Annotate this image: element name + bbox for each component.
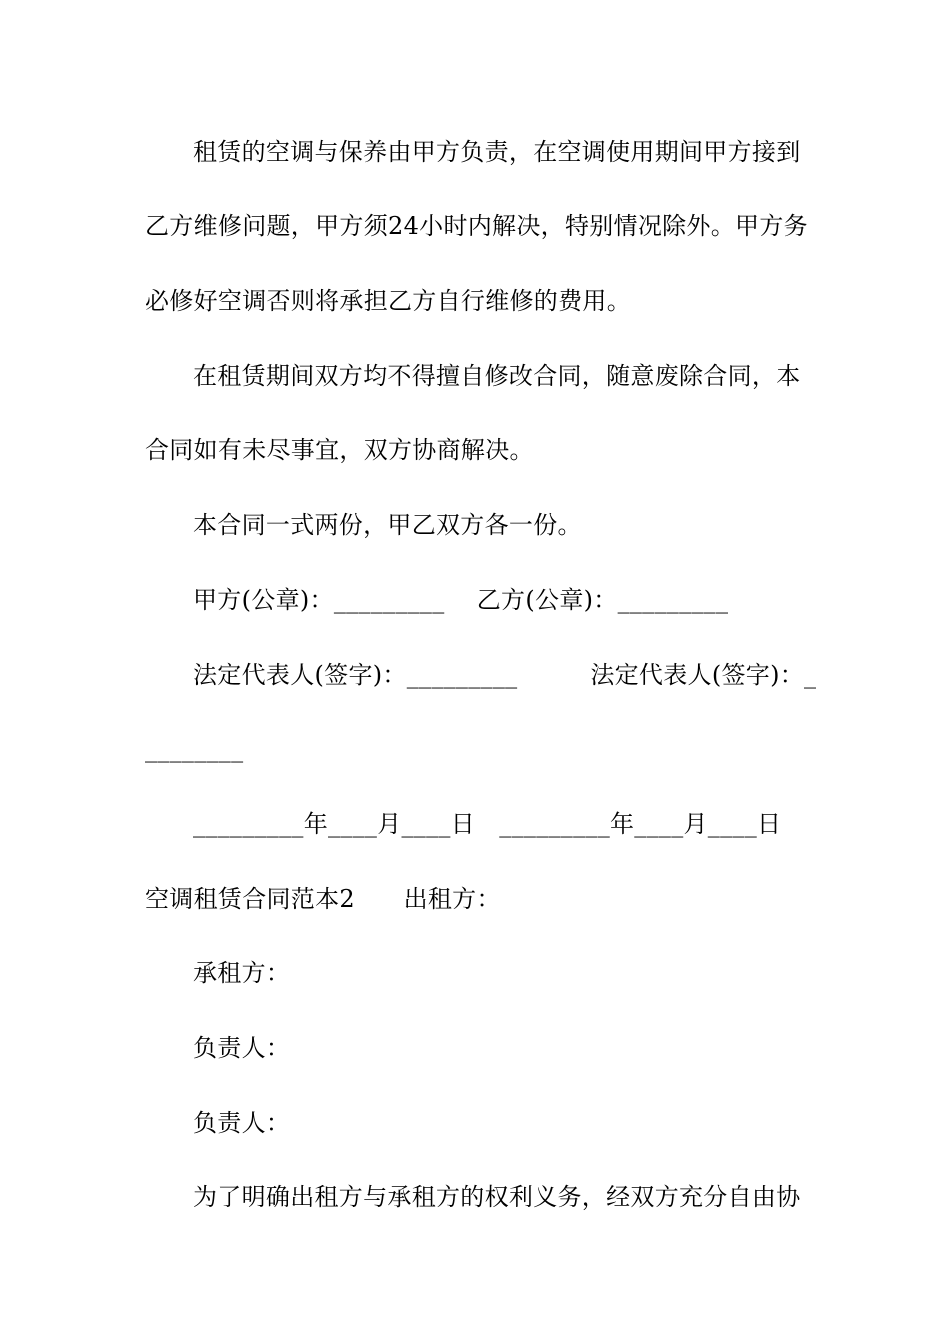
date-line: _________年____月____日 _________年____月____日: [193, 810, 782, 838]
responsible-person-field: 负责人：: [193, 1109, 291, 1137]
signature-blank-continuation: ________: [145, 735, 244, 763]
signature-line-representative: 法定代表人(签字)：_________ 法定代表人(签字)：_: [193, 661, 817, 689]
lessee-field: 承租方：: [193, 959, 291, 987]
paragraph-line: 在租赁期间双方均不得擅自修改合同，随意废除合同，本: [193, 362, 801, 390]
paragraph-line: 合同如有未尽事宜，双方协商解决。: [145, 436, 534, 464]
signature-line-seal: 甲方(公章)：_________ 乙方(公章)：_________: [193, 586, 729, 614]
responsible-person-field: 负责人：: [193, 1034, 291, 1062]
paragraph-line: 为了明确出租方与承租方的权利义务，经双方充分自由协: [193, 1183, 801, 1211]
paragraph-line: 租赁的空调与保养由甲方负责，在空调使用期间甲方接到: [193, 138, 801, 166]
paragraph-line: 乙方维修问题，甲方须24小时内解决，特别情况除外。甲方务: [145, 212, 808, 240]
paragraph-line: 本合同一式两份，甲乙双方各一份。: [193, 511, 582, 539]
paragraph-line: 必修好空调否则将承担乙方自行维修的费用。: [145, 287, 631, 315]
section-title: 空调租赁合同范本2 出租方：: [145, 885, 501, 913]
